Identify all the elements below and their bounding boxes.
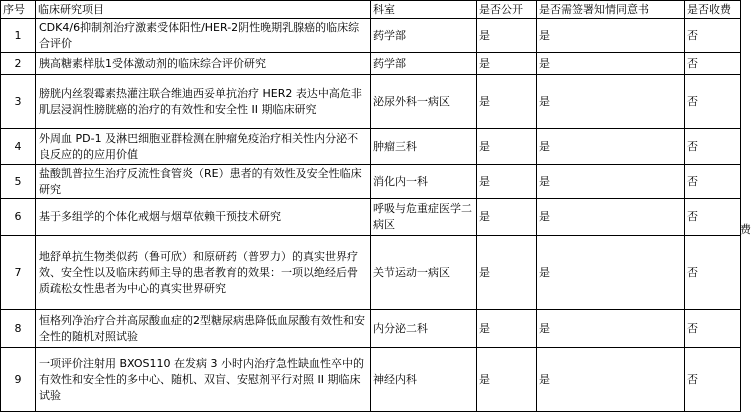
row-title: 基于多组学的个体化戒烟与烟草依赖干预技术研究 xyxy=(36,199,371,236)
row-fee: 否 xyxy=(685,19,741,53)
row-department: 泌尿外科一病区 xyxy=(371,75,477,129)
table-row xyxy=(1,19,741,53)
table-row xyxy=(1,310,741,348)
row-department: 神经内科 xyxy=(371,348,477,412)
row-consent: 是 xyxy=(537,53,685,75)
row-title: 恒格列净治疗合并高尿酸血症的2型糖尿病患降低血尿酸有效性和安全性的随机对照试验 xyxy=(36,310,371,348)
row-index: 5 xyxy=(1,165,36,199)
row-consent: 是 xyxy=(537,236,685,310)
row-fee: 否 xyxy=(685,236,741,310)
row-public: 是 xyxy=(477,129,537,165)
table-row xyxy=(1,129,741,165)
row-title: 一项评价注射用 BXOS110 在发病 3 小时内治疗急性缺血性卒中的有效性和安全性的多中心、随机、双盲、安慰剂平行对照 II 期临床试验 xyxy=(36,348,371,412)
table-row xyxy=(1,165,741,199)
header-public: 是否公开 xyxy=(477,1,537,19)
row-department: 关节运动一病区 xyxy=(371,236,477,310)
row-department: 药学部 xyxy=(371,53,477,75)
row-fee: 否 xyxy=(685,199,741,236)
table-header-row xyxy=(1,1,741,19)
row-title: 膀胱内丝裂霉素热灌注联合维迪西妥单抗治疗 HER2 表达中高危非肌层浸润性膀胱癌的治疗的有效性和安全性 II 期临床研究 xyxy=(36,75,371,129)
row-consent: 是 xyxy=(537,310,685,348)
table-row xyxy=(1,75,741,129)
row-fee: 否 xyxy=(685,165,741,199)
row-consent: 是 xyxy=(537,129,685,165)
row-department: 消化内一科 xyxy=(371,165,477,199)
row-consent: 是 xyxy=(537,75,685,129)
row-fee: 否 xyxy=(685,53,741,75)
row-index: 7 xyxy=(1,236,36,310)
row-department: 肿瘤三科 xyxy=(371,129,477,165)
row-consent: 是 xyxy=(537,348,685,412)
table-row xyxy=(1,236,741,310)
row-fee: 否 xyxy=(685,310,741,348)
row-index: 2 xyxy=(1,53,36,75)
header-consent: 是否需签署知情同意书 xyxy=(537,1,685,19)
row-public: 是 xyxy=(477,348,537,412)
row-public: 是 xyxy=(477,310,537,348)
row-public: 是 xyxy=(477,236,537,310)
row-title: 地舒单抗生物类似药（鲁可欣）和原研药（普罗力）的真实世界疗效、安全性以及临床药师主导的患者教育的效果：一项以绝经后骨质疏松女性患者为中心的真实世界研究 xyxy=(36,236,371,310)
row-consent: 是 xyxy=(537,165,685,199)
row-public: 是 xyxy=(477,75,537,129)
row-consent: 是 xyxy=(537,19,685,53)
row-public: 是 xyxy=(477,199,537,236)
header-index: 序号 xyxy=(1,1,36,19)
row-public: 是 xyxy=(477,19,537,53)
header-fee: 是否收费 xyxy=(685,1,741,19)
row-department: 药学部 xyxy=(371,19,477,53)
row-consent: 是 xyxy=(537,199,685,236)
row-index: 4 xyxy=(1,129,36,165)
row-department: 内分泌二科 xyxy=(371,310,477,348)
row-index: 8 xyxy=(1,310,36,348)
row-fee: 否 xyxy=(685,129,741,165)
header-department: 科室 xyxy=(371,1,477,19)
row-title: 外周血 PD-1 及淋巴细胞亚群检测在肿瘤免疫治疗相关性内分泌不良反应的的应用价值 xyxy=(36,129,371,165)
row-public: 是 xyxy=(477,53,537,75)
row-index: 3 xyxy=(1,75,36,129)
table-row xyxy=(1,53,741,75)
row-title: 胰高糖素样肽1受体激动剂的临床综合评价研究 xyxy=(36,53,371,75)
row-public: 是 xyxy=(477,165,537,199)
row-fee: 否 xyxy=(685,75,741,129)
row-index: 6 xyxy=(1,199,36,236)
row-title: 盐酸凯普拉生治疗反流性食管炎（RE）患者的有效性及安全性临床研究 xyxy=(36,165,371,199)
row-index: 1 xyxy=(1,19,36,53)
row-index: 9 xyxy=(1,348,36,412)
row-fee: 否 xyxy=(685,348,741,412)
table-row xyxy=(1,199,741,236)
table-row xyxy=(1,348,741,412)
row-department: 呼吸与危重症医学二病区 xyxy=(371,199,477,236)
header-title: 临床研究项目 xyxy=(36,1,371,19)
overflow-text-fragment: 费 xyxy=(740,223,751,236)
row-title: CDK4/6抑制剂治疗激素受体阳性/HER-2阴性晚期乳腺癌的临床综合评价 xyxy=(36,19,371,53)
